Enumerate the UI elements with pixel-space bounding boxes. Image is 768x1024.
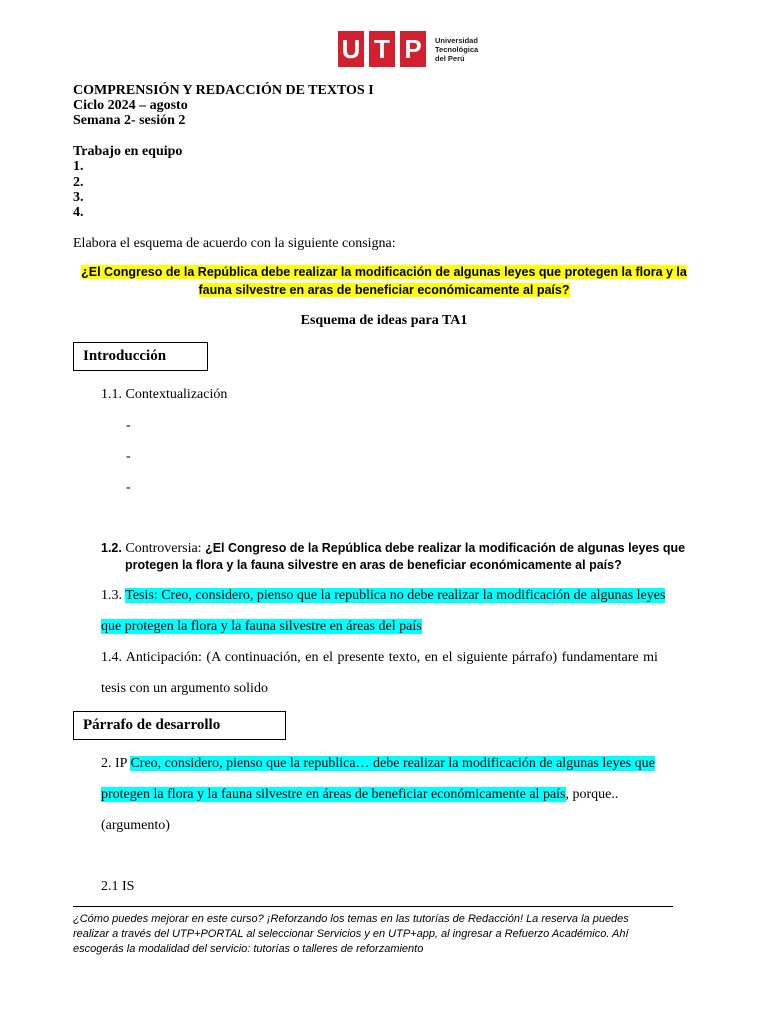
context-dash: - [126,418,131,433]
ip-tail: , porque.. [565,787,619,802]
footer-line: escogerás la modalidad del servicio: tutorías o talleres de reforzamiento [73,943,424,955]
intro-section-box: Introducción [73,342,208,371]
question-line-2 [0,283,768,297]
ip-text: Creo, considero, pienso que la republica… debe realizar la modificación de algunas leyes que [130,756,655,771]
team-item: 1. [73,159,84,174]
context-dash: - [126,480,131,495]
footer-divider [73,906,673,907]
logo-line: Universidad [435,35,478,45]
anticipation-line-2: tesis con un argumento solido [101,681,268,696]
utp-logo [338,31,478,67]
footer-note [73,912,683,957]
is-label: 2.1 IS [101,879,135,894]
logo-text [435,36,478,63]
logo-line: del Perú [435,53,465,63]
instruction-text: Elabora el esquema de acuerdo con la siguiente consigna: [73,236,396,251]
controversy-number: 1.2. [101,541,122,555]
team-item: 3. [73,190,84,205]
thesis-line-1 [101,580,679,611]
contextualization-label: 1.1. Contextualización [101,387,228,402]
thesis-text: Tesis: Creo, considero, pienso que la republica no debe realizar la modificación de algunas leyes [125,588,666,603]
team-item: 4. [73,205,84,220]
thesis-text: que protegen la flora y la fauna silvestre en áreas del país [101,619,422,634]
team-title: Trabajo en equipo [73,144,183,159]
ip-prefix: 2. IP [101,756,127,771]
footer-line: ¿Cómo puedes mejorar en este curso? ¡Reforzando los temas en las tutorías de Redacción! La reserva la puedes [73,913,629,925]
logo-line: Tecnológica [435,44,479,54]
question-highlight: fauna silvestre en aras de beneficiar económicamente al país? [198,283,570,297]
context-dash: - [126,449,131,464]
logo-letter-t: T [369,31,395,67]
scheme-title: Esquema de ideas para TA1 [300,313,468,328]
week-label: Semana 2- sesión 2 [73,113,186,128]
course-title: COMPRENSIÓN Y REDACCIÓN DE TEXTOS I [73,83,374,98]
controversy-question: ¿El Congreso de la República debe realizar la modificación de algunas leyes que [205,541,686,555]
logo-letter-u: U [338,31,364,67]
cycle-label: Ciclo 2024 – agosto [73,98,188,113]
question-line-1 [0,265,768,279]
question-highlight: ¿El Congreso de la República debe realizar la modificación de algunas leyes que protegen la flora y la [81,265,687,279]
controversy-label: Controversia: [125,541,202,556]
development-section-box: Párrafo de desarrollo [73,711,286,740]
logo-letter-p: P [400,31,426,67]
ip-line-2 [101,779,618,810]
footer-line: realizar a través del UTP+PORTAL al seleccionar Servicios y en UTP+app, al ingresar a Refuerzo Académico. Ahí [73,928,629,940]
ip-line-1 [101,748,655,779]
ip-text: protegen la flora y la fauna silvestre en áreas de beneficiar económicamente al país [101,787,566,802]
ip-line-3: (argumento) [101,818,170,833]
team-item: 2. [73,175,84,190]
thesis-line-2 [101,611,422,642]
thesis-number: 1.3. [101,588,122,603]
controversy-line-1 [101,541,685,557]
controversy-line-2: protegen la flora y la fauna silvestre en aras de beneficiar económicamente al país? [125,558,622,572]
anticipation-line-1: 1.4. Anticipación: (A continuación, en el presente texto, en el siguiente párrafo) fundamentare mi [101,650,658,665]
